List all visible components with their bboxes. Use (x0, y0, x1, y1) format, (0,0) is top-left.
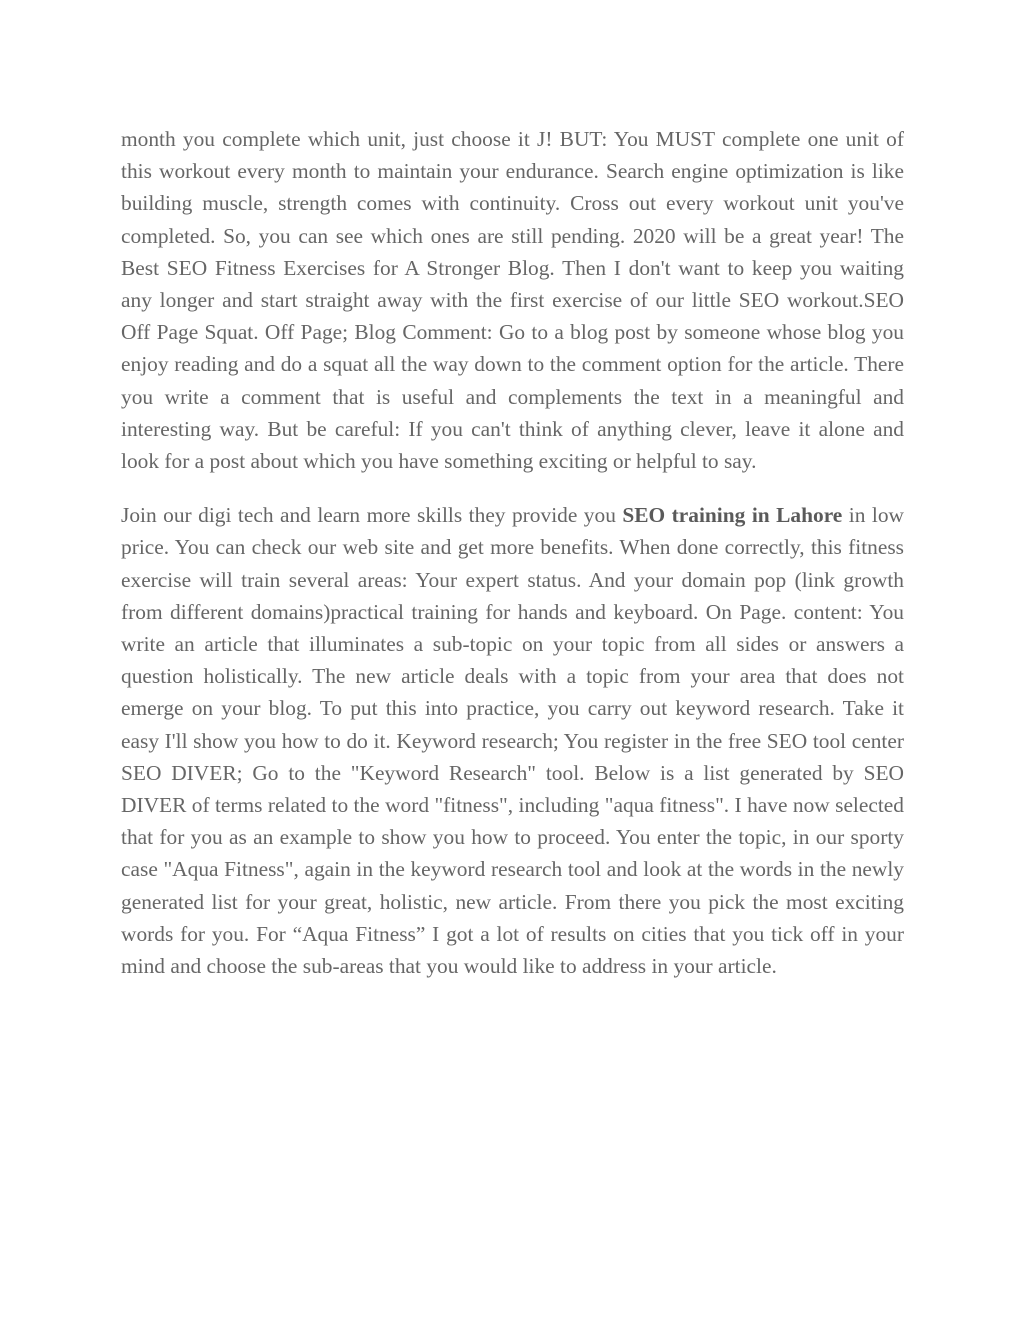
seo-training-link[interactable]: SEO training in Lahore (622, 503, 843, 528)
paragraph-2 (121, 499, 904, 982)
document-page (121, 123, 904, 1004)
paragraph-2-rest: in low price. You can check our web site and get more benefits. When done correctly, this fitness exercise will train several areas: Your expert status. And your domain pop (link growth from different domains)practical training for hands and keyboard. On Page. content: You write an article that illuminates a sub-topic on your topic from all sides or answers a question holistically. The new article deals with a topic from your area that does not emerge on your blog. To put this into practice, you carry out keyword research. Take it easy I'll show you how to do it. Keyword research; You register in the free SEO tool center SEO DIVER; Go to the "Keyword Research" tool. Below is a list generated by SEO DIVER of terms related to the word "fitness", including "aqua fitness". I have now selected that for you as an example to show you how to proceed. You enter the topic, in our sporty case "Aqua Fitness", again in the keyword research tool and look at the words in the newly generated list for your great, holistic, new article. From there you pick the most exciting words for you. For “Aqua Fitness” I got a lot of results on cities that you tick off in your mind and choose the sub-areas that you would like to address in your article. (121, 503, 904, 979)
paragraph-1: month you complete which unit, just choose it J! BUT: You MUST complete one unit of this workout every month to maintain your endurance. Search engine optimization is like building muscle, strength comes with continuity. Cross out every workout unit you've completed. So, you can see which ones are still pending. 2020 will be a great year! The Best SEO Fitness Exercises for A Stronger Blog. Then I don't want to keep you waiting any longer and start straight away with the first exercise of our little SEO workout.SEO Off Page Squat. Off Page; Blog Comment: Go to a blog post by someone whose blog you enjoy reading and do a squat all the way down to the comment option for the article. There you write a comment that is useful and complements the text in a meaningful and interesting way. But be careful: If you can't think of anything clever, leave it alone and look for a post about which you have something exciting or helpful to say. (121, 127, 904, 474)
paragraph-2-lead: Join our digi tech and learn more skills they provide you (121, 503, 623, 528)
